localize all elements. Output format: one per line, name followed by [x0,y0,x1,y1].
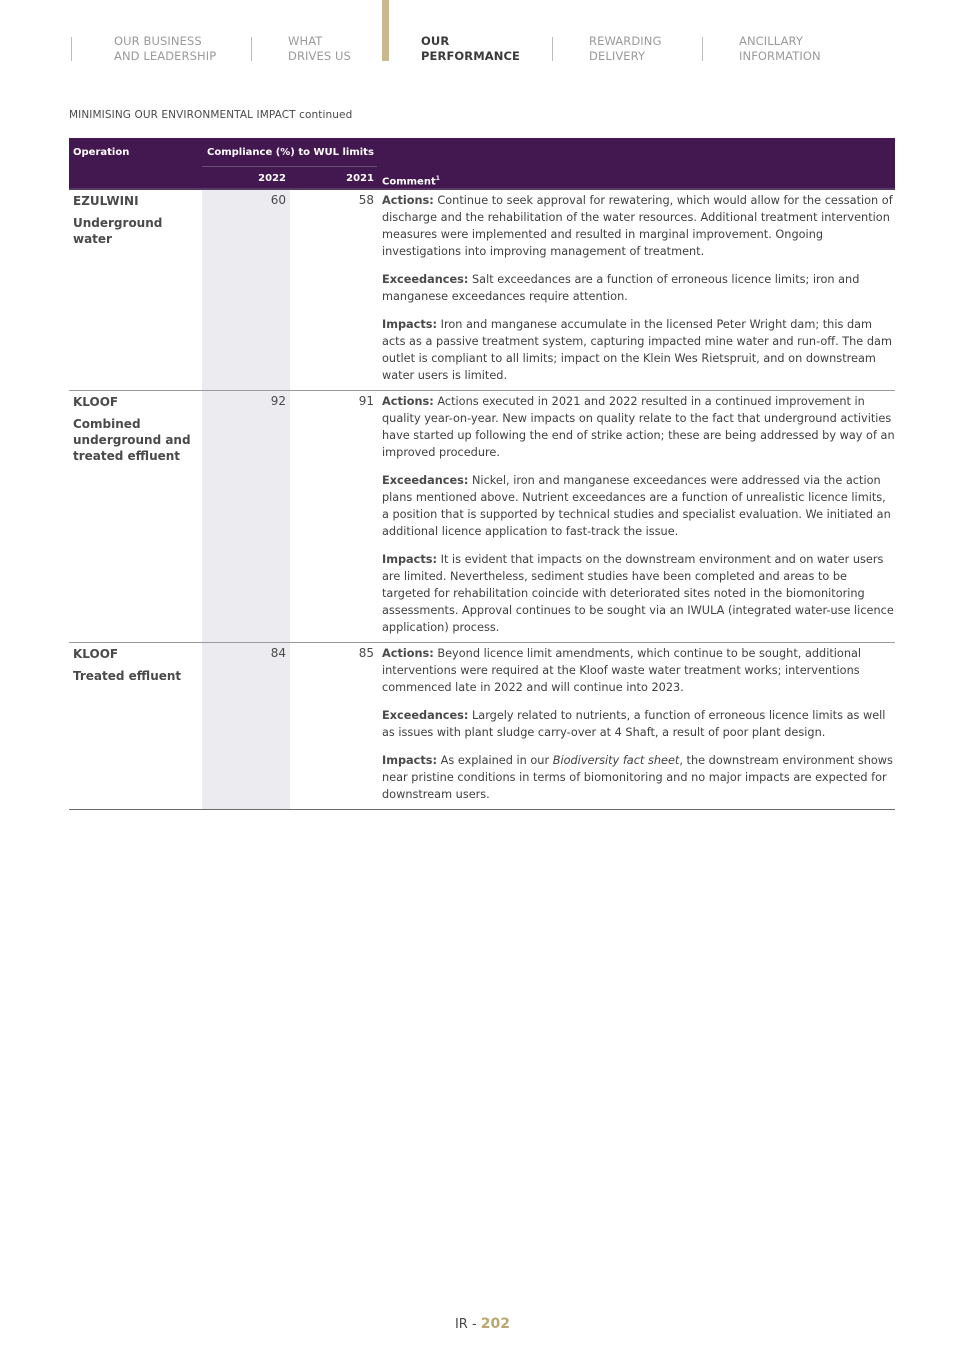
top-navigation [0,0,965,70]
comment-cell [382,391,895,642]
nav-label-line2: PERFORMANCE [421,49,520,63]
nav-item-our-performance[interactable] [421,34,520,64]
header-comment [382,175,440,187]
operation-subtype: Treated effluent [73,669,182,683]
nav-label-line1: OUR [421,34,450,48]
exceedances-label: Exceedances: [382,474,469,487]
nav-separator [251,37,252,61]
impacts-paragraph [382,752,895,803]
exceedances-label: Exceedances: [382,273,469,286]
impacts-text: As explained in our [437,754,553,767]
page-number: 202 [480,1316,511,1332]
actions-text: Actions executed in 2021 and 2022 resulted in a continued improvement in quality year-on-year. New impacts on quality relate to the fact that underground activities have started up following the end of strike action; these are being addressed by way of an improved procedure. [382,395,895,459]
section-label: MINIMISING OUR ENVIRONMENTAL IMPACT continued [69,109,353,121]
operation-name: KLOOF [73,395,119,409]
operation-cell [73,394,198,464]
column-shade [202,391,290,642]
nav-label-line1: ANCILLARY [739,34,804,48]
actions-text: Continue to seek approval for rewatering, which would allow for the cessation of discharge and the rehabilitation of the water resources. Additional treatment intervention measures were implemented and resulted in marginal improvement. Ongoing investigations into improving management of treatment. [382,194,893,258]
actions-label: Actions: [382,194,434,207]
report-prefix: IR - [454,1317,481,1332]
exceedances-text: Largely related to nutrients, a function of erroneous licence limits as well as issues with plant sludge carry-over at 4 Shaft, a result of poor plant design. [382,709,886,739]
compliance-2022: 92 [270,394,286,408]
nav-item-what-drives-us[interactable] [288,34,351,64]
actions-label: Actions: [382,647,434,660]
nav-separator [702,37,703,61]
nav-separator [552,37,553,61]
exceedances-paragraph [382,271,895,305]
compliance-2021: 85 [358,646,374,660]
comment-cell [382,643,895,809]
impacts-label: Impacts: [382,318,438,331]
nav-item-our-business[interactable] [114,34,216,64]
impacts-paragraph [382,551,895,636]
exceedances-paragraph [382,707,895,741]
operation-subtype: Combined underground and treated effluent [73,417,191,463]
exceedances-text: Salt exceedances are a function of erroneous licence limits; iron and manganese exceedances require attention. [382,273,860,303]
column-shade [202,643,290,809]
table-row [69,643,895,810]
operation-name: KLOOF [73,647,119,661]
header-operation: Operation [73,147,130,158]
impacts-paragraph [382,316,895,384]
nav-active-indicator [382,0,389,61]
biodiversity-fact-sheet-link[interactable]: Biodiversity fact sheet [552,754,680,767]
nav-separator [71,37,72,61]
actions-text: Beyond licence limit amendments, which continue to be sought, additional interventions were required at the Kloof waste water treatment works; interventions commenced late in 2022 and will continue into 2023. [382,647,862,694]
exceedances-paragraph [382,472,895,540]
column-shade [202,190,290,390]
operation-subtype: Underground water [73,216,163,246]
impacts-text: It is evident that impacts on the downstream environment and on water users are limited. Nevertheless, sediment studies have been completed and areas to be targeted for rehabilitation coincide with deteriorated sites noted in the biomonitoring assessments. Approval continues to be sought via an IWULA (integrated water-use licence application) process. [382,553,894,634]
nav-item-ancillary-information[interactable] [739,34,821,64]
header-year-2021: 2021 [346,173,374,184]
operation-name: EZULWINI [73,194,139,208]
header-divider [202,166,377,167]
nav-label-line1: REWARDING [589,34,662,48]
compliance-2022: 84 [270,646,286,660]
header-compliance: Compliance (%) to WUL limits [207,147,374,158]
actions-paragraph [382,393,895,461]
nav-label-line2: DELIVERY [589,49,646,63]
compliance-2022: 60 [270,193,286,207]
comment-cell [382,190,895,390]
table-row [69,391,895,643]
table-header [69,138,895,190]
footnote-marker: 1 [435,175,440,182]
compliance-table [69,138,895,810]
compliance-2021: 91 [358,394,374,408]
table-row [69,190,895,391]
nav-label-line2: AND LEADERSHIP [114,49,217,63]
exceedances-text: Nickel, iron and manganese exceedances were addressed via the action plans mentioned above. Nutrient exceedances are a function of unrealistic licence limits, a position that is supported by technical studies and specialist evaluation. We initiated an additional licence application to fast-track the issue. [382,474,891,538]
operation-cell [73,193,198,247]
nav-label-line1: WHAT [288,34,323,48]
nav-label-line1: OUR BUSINESS [114,34,202,48]
actions-paragraph [382,192,895,260]
nav-item-rewarding-delivery[interactable] [589,34,662,64]
page-footer [0,1316,965,1332]
impacts-label: Impacts: [382,553,438,566]
nav-label-line2: DRIVES US [288,49,351,63]
header-year-2022: 2022 [258,173,286,184]
actions-label: Actions: [382,395,434,408]
compliance-2021: 58 [358,193,374,207]
nav-label-line2: INFORMATION [739,49,821,63]
impacts-label: Impacts: [382,754,438,767]
impacts-text: Iron and manganese accumulate in the licensed Peter Wright dam; this dam acts as a passive treatment system, capturing impacted mine water and run-off. The dam outlet is compliant to all limits; impact on the Klein Wes Rietspruit, and on downstream water users is limited. [382,318,892,382]
header-comment-label: Comment [382,176,436,188]
operation-cell [73,646,198,684]
exceedances-label: Exceedances: [382,709,469,722]
impacts-text-cont: , the downstream environment shows near pristine conditions in terms of biomonitoring and no major impacts are expected for downstream users. [382,754,893,801]
actions-paragraph [382,645,895,696]
